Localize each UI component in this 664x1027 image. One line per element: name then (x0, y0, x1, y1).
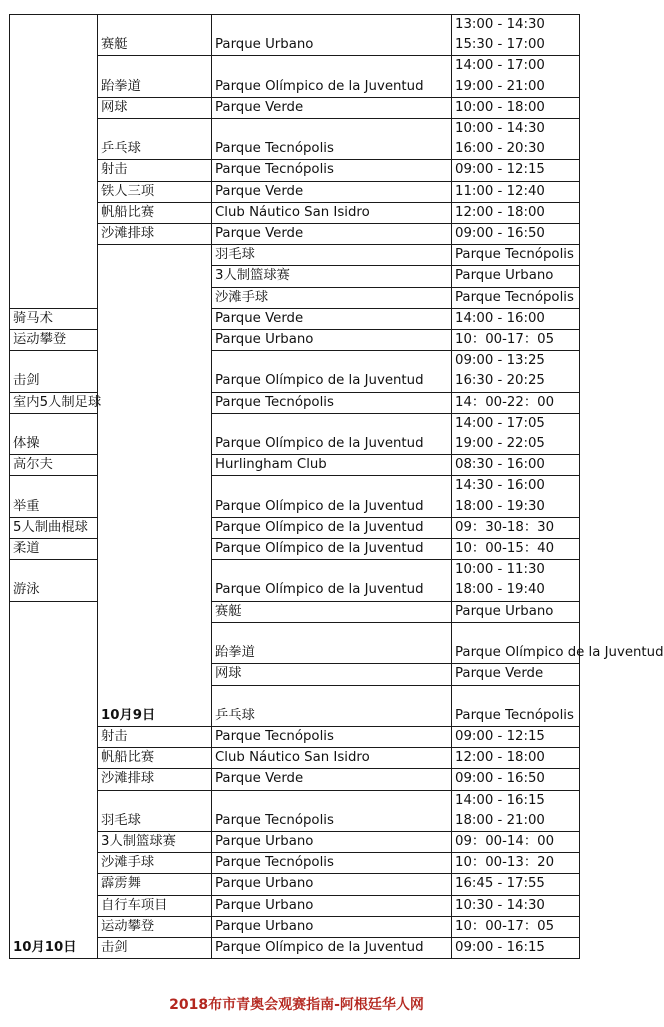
table-row (10, 413, 580, 454)
venue-cell: Parque Olímpico de la Juventud (212, 937, 452, 958)
time-cell (452, 748, 580, 769)
venue-cell: Parque Tecnópolis (212, 119, 452, 160)
time-slot: 10:00 - 18:00 (455, 99, 545, 115)
venue-cell: Parque Olímpico de la Juventud (212, 517, 452, 538)
table-row (10, 517, 580, 538)
sport-cell: 射击 (98, 726, 212, 747)
time-cell (452, 160, 580, 181)
time-cell (452, 769, 580, 790)
venue-cell: Parque Verde (212, 308, 452, 329)
table-row (10, 560, 580, 601)
sport-cell: 运动攀登 (10, 330, 98, 351)
time-cell (452, 224, 580, 245)
table-row (10, 455, 580, 476)
time-cell (452, 330, 580, 351)
time-slot: 09：00-14：00 (455, 833, 555, 849)
sport-cell: 帆船比赛 (98, 748, 212, 769)
sport-cell: 网球 (98, 97, 212, 118)
time-slot: 14:00 - 17:00 (455, 58, 545, 74)
time-slot: 19:00 - 21:00 (455, 78, 545, 94)
time-slot: 19:00 - 22:05 (455, 436, 545, 452)
time-cell (452, 560, 580, 601)
time-cell (452, 517, 580, 538)
time-slot: 11:00 - 12:40 (455, 183, 545, 199)
time-cell (452, 308, 580, 329)
schedule-table (9, 14, 664, 959)
venue-cell: Parque Urbano (212, 874, 452, 895)
time-slot: 09:00 - 16:50 (455, 226, 545, 242)
sport-cell: 沙滩手球 (98, 853, 212, 874)
table-row (10, 15, 580, 56)
venue-cell: Parque Urbano (212, 330, 452, 351)
time-slot: 10:00 - 14:30 (455, 121, 545, 137)
time-slot: 08:30 - 16:00 (455, 457, 545, 473)
venue-cell: Parque Verde (212, 97, 452, 118)
table-row (10, 351, 580, 392)
time-slot: 10：00-17：05 (455, 332, 555, 348)
time-cell (452, 539, 580, 560)
sport-cell: 沙滩排球 (98, 224, 212, 245)
time-cell (452, 15, 580, 56)
time-cell (452, 413, 580, 454)
venue-cell: Hurlingham Club (212, 455, 452, 476)
time-cell (452, 351, 580, 392)
venue-cell: Parque Olímpico de la Juventud (212, 560, 452, 601)
venue-cell: Parque Verde (212, 769, 452, 790)
time-slot: 18:00 - 21:00 (455, 812, 545, 828)
sport-cell: 击剑 (10, 351, 98, 392)
time-cell (452, 937, 580, 958)
sport-cell: 霹雳舞 (98, 874, 212, 895)
venue-cell: Parque Urbano (212, 916, 452, 937)
venue-cell: Parque Verde (212, 181, 452, 202)
venue-cell: Parque Urbano (452, 266, 580, 287)
venue-cell: Parque Tecnópolis (212, 790, 452, 831)
venue-cell: Club Náutico San Isidro (212, 202, 452, 223)
time-slot: 10：00-13：20 (455, 855, 555, 871)
time-cell (452, 455, 580, 476)
time-slot: 12:00 - 18:00 (455, 204, 545, 220)
time-cell (452, 119, 580, 160)
time-cell (452, 790, 580, 831)
time-cell (452, 181, 580, 202)
date-cell: 10月9日 (98, 245, 212, 727)
sport-cell: 体操 (10, 413, 98, 454)
venue-cell: Parque Urbano (212, 15, 452, 56)
time-slot: 10:30 - 14:30 (455, 897, 545, 913)
table-row (10, 392, 580, 413)
sport-cell: 游泳 (10, 560, 98, 601)
table-row (10, 539, 580, 560)
venue-cell: Parque Verde (452, 664, 580, 685)
time-cell (452, 874, 580, 895)
sport-cell: 乒乓球 (98, 119, 212, 160)
sport-cell: 高尔夫 (10, 455, 98, 476)
venue-cell: Parque Olímpico de la Juventud (212, 351, 452, 392)
time-cell (452, 392, 580, 413)
sport-cell: 室内5人制足球 (10, 392, 98, 413)
date-cell: 10月10日 (10, 601, 98, 958)
time-slot: 10：00-15：40 (455, 541, 555, 557)
venue-cell: Parque Urbano (452, 601, 580, 622)
time-cell (452, 916, 580, 937)
venue-cell: Parque Tecnópolis (212, 392, 452, 413)
venue-cell: Parque Olímpico de la Juventud (212, 413, 452, 454)
sport-cell: 跆拳道 (98, 56, 212, 97)
sport-cell: 3人制篮球赛 (98, 831, 212, 852)
table-row (10, 308, 580, 329)
time-slot: 16:00 - 20:30 (455, 141, 545, 157)
table-row (10, 601, 580, 622)
sport-cell: 柔道 (10, 539, 98, 560)
venue-cell: Parque Olímpico de la Juventud (452, 622, 580, 663)
table-row (10, 330, 580, 351)
time-cell (452, 726, 580, 747)
venue-cell: Parque Olímpico de la Juventud (212, 476, 452, 517)
time-slot: 13:00 - 14:30 (455, 17, 545, 32)
sport-cell: 击剑 (98, 937, 212, 958)
table-row (10, 476, 580, 517)
time-slot: 09：30-18：30 (455, 519, 555, 535)
sport-cell: 沙滩排球 (98, 769, 212, 790)
sport-cell: 5人制曲棍球 (10, 517, 98, 538)
time-cell (452, 202, 580, 223)
sport-cell: 骑马术 (10, 308, 98, 329)
time-slot: 18:00 - 19:30 (455, 498, 545, 514)
sport-cell: 沙滩手球 (212, 287, 452, 308)
time-slot: 15:30 - 17:00 (455, 37, 545, 53)
time-cell (452, 831, 580, 852)
venue-cell: Parque Urbano (212, 895, 452, 916)
sport-cell: 赛艇 (212, 601, 452, 622)
time-cell (452, 476, 580, 517)
venue-cell: Parque Tecnópolis (212, 726, 452, 747)
time-cell (452, 56, 580, 97)
footer-caption: 2018布市青奥会观赛指南-阿根廷华人网 (169, 997, 424, 1013)
time-slot: 14:00 - 17:05 (455, 415, 545, 431)
sport-cell: 铁人三项 (98, 181, 212, 202)
sport-cell: 3人制篮球赛 (212, 266, 452, 287)
venue-cell: Parque Verde (212, 224, 452, 245)
sport-cell: 赛艇 (98, 15, 212, 56)
time-slot: 12:00 - 18:00 (455, 750, 545, 766)
sport-cell: 羽毛球 (98, 790, 212, 831)
sport-cell: 羽毛球 (212, 245, 452, 266)
sport-cell: 跆拳道 (212, 622, 452, 663)
date-cell (10, 15, 98, 309)
time-cell (452, 895, 580, 916)
venue-cell: Parque Tecnópolis (452, 287, 580, 308)
time-slot: 14:00 - 16:15 (455, 792, 545, 808)
sport-cell: 乒乓球 (212, 685, 452, 726)
time-cell (452, 853, 580, 874)
venue-cell: Parque Urbano (212, 831, 452, 852)
sport-cell: 举重 (10, 476, 98, 517)
schedule-body (10, 15, 664, 959)
time-slot: 14:30 - 16:00 (455, 478, 545, 494)
time-slot: 16:45 - 17:55 (455, 876, 545, 892)
time-slot: 09:00 - 16:50 (455, 771, 545, 787)
venue-cell: Parque Tecnópolis (452, 685, 580, 726)
time-slot: 10：00-17：05 (455, 918, 555, 934)
venue-cell: Parque Olímpico de la Juventud (212, 56, 452, 97)
time-slot: 14:00 - 16:00 (455, 310, 545, 326)
venue-cell: Parque Tecnópolis (212, 853, 452, 874)
venue-cell: Club Náutico San Isidro (212, 748, 452, 769)
time-cell (452, 97, 580, 118)
sport-cell: 运动攀登 (98, 916, 212, 937)
time-slot: 09:00 - 12:15 (455, 162, 545, 178)
time-slot: 09:00 - 12:15 (455, 728, 545, 744)
sport-cell: 射击 (98, 160, 212, 181)
time-slot: 10:00 - 11:30 (455, 562, 545, 578)
time-slot: 09:00 - 13:25 (455, 353, 545, 369)
sport-cell: 网球 (212, 664, 452, 685)
venue-cell: Parque Tecnópolis (212, 160, 452, 181)
sport-cell: 帆船比赛 (98, 202, 212, 223)
venue-cell: Parque Olímpico de la Juventud (212, 539, 452, 560)
sport-cell: 自行车项目 (98, 895, 212, 916)
time-slot: 09:00 - 16:15 (455, 939, 545, 955)
time-slot: 18:00 - 19:40 (455, 582, 545, 598)
time-slot: 16:30 - 20:25 (455, 373, 545, 389)
time-slot: 14：00-22：00 (455, 394, 555, 410)
venue-cell: Parque Tecnópolis (452, 245, 580, 266)
